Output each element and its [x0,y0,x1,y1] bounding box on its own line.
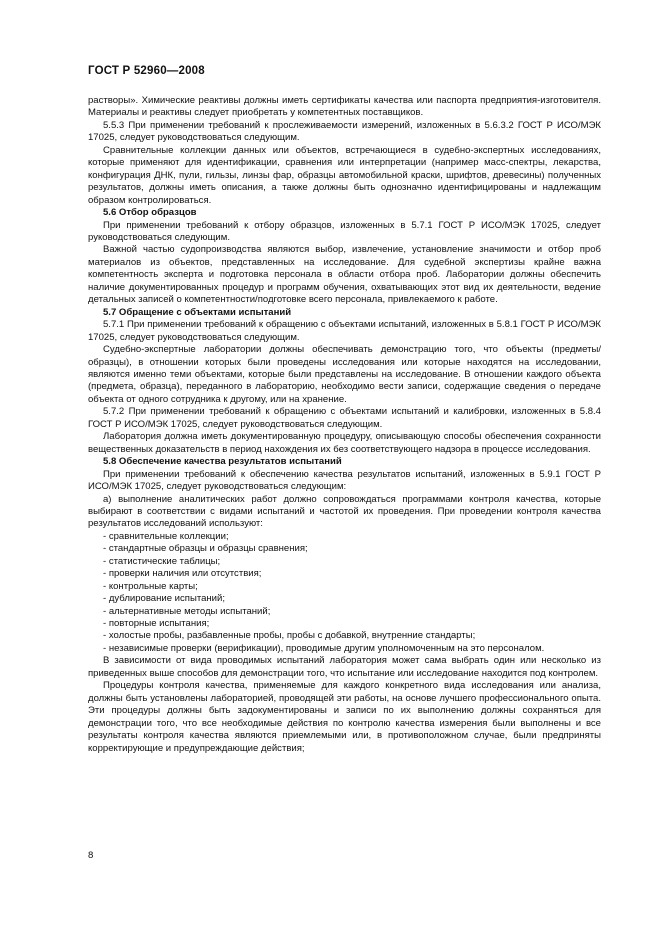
paragraph: 5.7.1 При применении требований к обращению с объектами испытаний, изложенных в 5.8.1 ГОСТ Р ИСО/МЭК 17025, следует руководствоваться следующим. [88,319,601,343]
paragraph: При применении требований к отбору образцов, изложенных в 5.7.1 ГОСТ Р ИСО/МЭК 17025, следует руководствоваться следующим. [88,219,601,243]
section-heading: 5.8 Обеспечение качества результатов испытаний [103,456,342,468]
list-item: - дублирование испытаний; [103,593,225,605]
paragraph: 5.7.2 При применении требований к обращению с объектами испытаний и калибровки, изложенных в 5.8.4 ГОСТ Р ИСО/МЭК 17025, следует руководствоваться следующим. [88,406,601,430]
list-item: - контрольные карты; [103,580,198,592]
list-item: - повторные испытания; [103,618,210,630]
document-body [88,95,601,755]
paragraph: Процедуры контроля качества, применяемые для каждого конкретного вида исследования или анализа, должны быть установлены лабораторией, проводящей эти работы, на основе лучшего профессионального опыта. Эти процедуры должны быть задокументированы и записи по их выполнению должны сохраняться для демонстрации того, что все необходимые действия по контролю качества измерения были выполнены и все результаты контроля качества являются приемлемыми или, в противоположном случае, были предприняты корректирующие и предупреждающие действия; [88,680,601,754]
paragraph: При применении требований к обеспечению качества результатов испытаний, изложенных в 5.9.1 ГОСТ Р ИСО/МЭК 17025, следует руководствоваться следующим: [88,468,601,493]
paragraph: Судебно-экспертные лаборатории должны обеспечивать демонстрацию того, что объекты (предметы/образцы), в отношении которых были проведены исследования или которые находятся на исследовании, являются именно теми объектами, которые были представлены на исследование. В отношении каждого объекта (предмета, образца), переданного в лабораторию, необходимо вести записи, содержащие сведения о передаче объекта от одного сотрудника к другому, или на хранение. [88,344,601,405]
paragraph: Лаборатория должна иметь документированную процедуру, описывающую способы обеспечения сохранности вещественных доказательств в период нахождения их без соответствующего надзора в процессе исследования. [88,431,601,455]
paragraph: Важной частью судопроизводства являются выбор, извлечение, установление значимости и отбор проб материалов из объектов, представленных на исследование. Для судебной экспертизы крайне важна компетентность эксперта и подготовка персонала в области отбора проб. Лаборатории должны обеспечить наличие документированных процедур и программ обучения, охватывающих этот вид их деятельности, ведение детальных записей о компетентности/подготовке всего персонала, привлекаемого к работе. [88,244,601,306]
paragraph: - независимые проверки (верификации), проводимые другим уполномоченным на это персоналом. [103,642,545,654]
paragraph: растворы». Химические реактивы должны иметь сертификаты качества или паспорта предприятия-изготовителя. Материалы и реактивы следует приобретать у компетентных поставщиков. [88,95,601,119]
paragraph: а) выполнение аналитических работ должно сопровождаться программами контроля качества, которые выбирают в соответствии с видами испытаний и частотой их проведения. При проведении контроля качества результатов исследований используют: [88,493,601,530]
section-heading: 5.6 Отбор образцов [103,207,197,219]
list-item: - холостые пробы, разбавленные пробы, пробы с добавкой, внутренние стандарты; [103,630,476,642]
document-header: ГОСТ Р 52960—2008 [88,65,205,77]
list-item: - сравнительные коллекции; [103,530,229,542]
list-item: - стандартные образцы и образцы сравнения; [103,543,308,555]
list-item: - проверки наличия или отсутствия; [103,568,262,580]
list-item: - альтернативные методы испытаний; [103,605,271,617]
paragraph: В зависимости от вида проводимых испытаний лаборатория может сама выбрать один или несколько из приведенных выше способов для демонстрации того, что испытание или исследование находится под контролем. [88,655,601,679]
section-heading: 5.7 Обращение с объектами испытаний [103,306,292,318]
paragraph: 5.5.3 При применении требований к прослеживаемости измерений, изложенных в 5.6.3.2 ГОСТ Р ИСО/МЭК 17025, следует руководствоваться следующим. [88,119,601,144]
page-number: 8 [88,850,94,861]
list-item: - статистические таблицы; [103,555,221,567]
paragraph: Сравнительные коллекции данных или объектов, встречающиеся в судебно-экспертных исследованиях, которые применяют для идентификации, сравнения или интерпретации (например масс-спектры, лекарства, конфигурация ДНК, пули, гильзы, линзы фар, образцы автомобильной краски, шрифтов, древесины) полученных результатов, должны иметь описания, а также должны быть однозначно идентифицированы и надлежащим образом контролироваться. [88,144,601,206]
